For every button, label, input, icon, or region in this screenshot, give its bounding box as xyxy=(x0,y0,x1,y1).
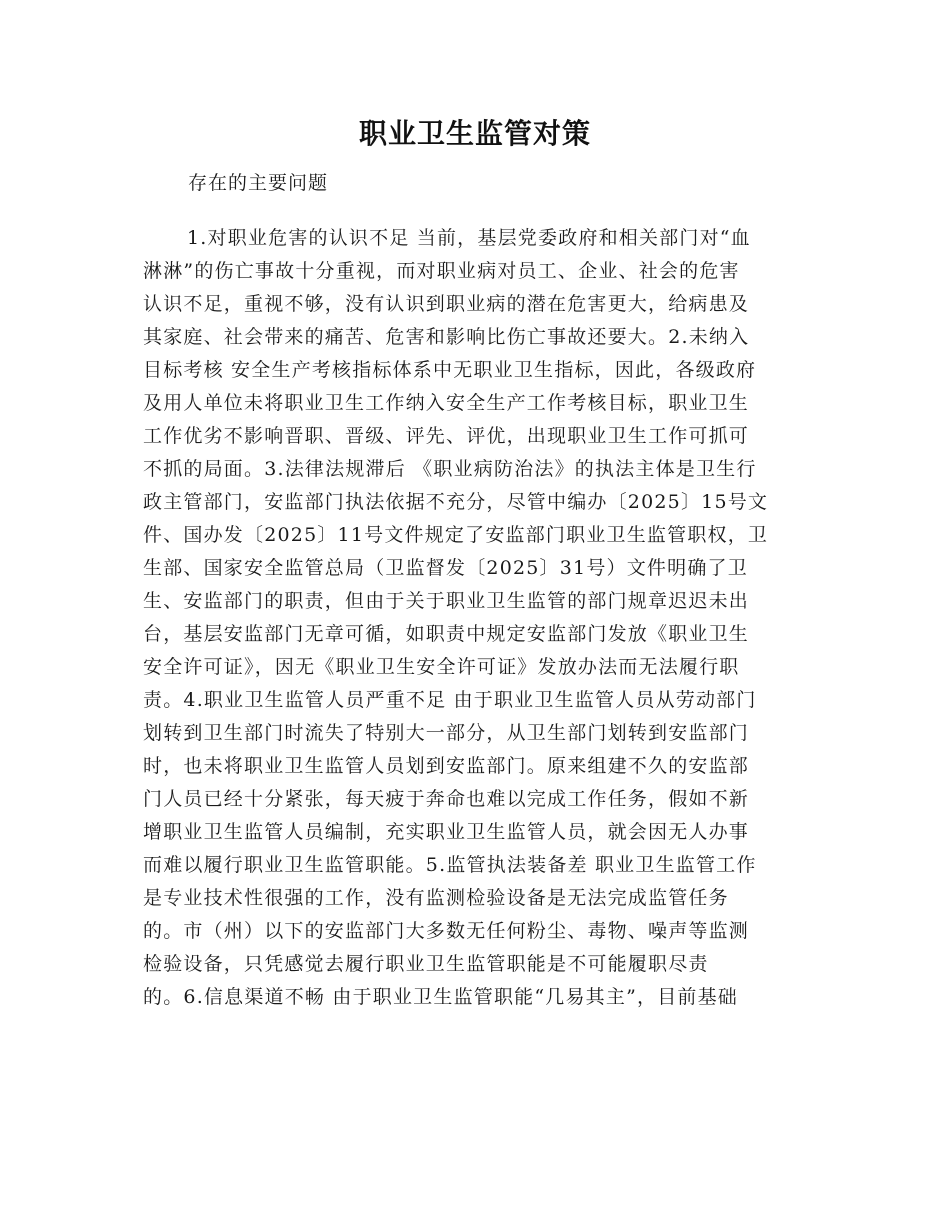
text-line: 台，基层安监部门无章可循，如职责中规定安监部门发放《职业卫生 xyxy=(143,623,750,645)
text-line: 认识不足，重视不够，没有认识到职业病的潜在危害更大，给病患及 xyxy=(143,293,750,315)
text-line: 政主管部门，安监部门执法依据不充分，尽管中编办〔2025〕15号文 xyxy=(143,491,769,513)
text-line: 安全许可证》，因无《职业卫生安全许可证》发放办法而无法履行职 xyxy=(143,656,740,678)
text-line: 1.对职业危害的认识不足 当前，基层党委政府和相关部门对“血 xyxy=(187,227,751,249)
text-line: 其家庭、社会带来的痛苦、危害和影响比伤亡事故还要大。2.未纳入 xyxy=(143,326,750,348)
text-line: 生部、国家安全监管总局（卫监督发〔2025〕31号）文件明确了卫 xyxy=(143,557,748,579)
text-line: 及用人单位未将职业卫生工作纳入安全生产工作考核目标，职业卫生 xyxy=(143,392,750,414)
text-line: 时，也未将职业卫生监管人员划到安监部门。原来组建不久的安监部 xyxy=(143,755,750,777)
section-heading: 存在的主要问题 xyxy=(188,172,329,194)
text-line: 是专业技术性很强的工作，没有监测检验设备是无法完成监管任务 xyxy=(143,887,729,909)
text-line: 而难以履行职业卫生监管职能。5.监管执法装备差 职业卫生监管工作 xyxy=(143,854,757,876)
text-line: 划转到卫生部门时流失了特别大一部分，从卫生部门划转到安监部门 xyxy=(143,722,750,744)
text-line: 的。6.信息渠道不畅 由于职业卫生监管职能“几易其主”，目前基础 xyxy=(143,986,738,1008)
text-line: 增职业卫生监管人员编制，充实职业卫生监管人员，就会因无人办事 xyxy=(143,821,750,843)
text-line: 不抓的局面。3.法律法规滞后 《职业病防治法》的执法主体是卫生行 xyxy=(143,458,757,480)
text-line: 工作优劣不影响晋职、晋级、评先、评优，出现职业卫生工作可抓可 xyxy=(143,425,750,447)
body-paragraph xyxy=(143,222,803,1014)
document-title: 职业卫生监管对策 xyxy=(358,117,591,150)
text-line: 淋淋”的伤亡事故十分重视，而对职业病对员工、企业、社会的危害 xyxy=(143,260,740,282)
text-line: 门人员已经十分紧张，每天疲于奔命也难以完成工作任务，假如不新 xyxy=(143,788,750,810)
text-line: 责。4.职业卫生监管人员严重不足 由于职业卫生监管人员从劳动部门 xyxy=(143,689,757,711)
text-line: 检验设备，只凭感觉去履行职业卫生监管职能是不可能履职尽责 xyxy=(143,953,709,975)
text-line: 生、安监部门的职责，但由于关于职业卫生监管的部门规章迟迟未出 xyxy=(143,590,750,612)
text-line: 目标考核 安全生产考核指标体系中无职业卫生指标，因此，各级政府 xyxy=(143,359,757,381)
text-line: 的。市（州）以下的安监部门大多数无任何粉尘、毒物、噪声等监测 xyxy=(143,920,750,942)
text-line: 件、国办发〔2025〕11号文件规定了安监部门职业卫生监管职权，卫 xyxy=(143,524,769,546)
